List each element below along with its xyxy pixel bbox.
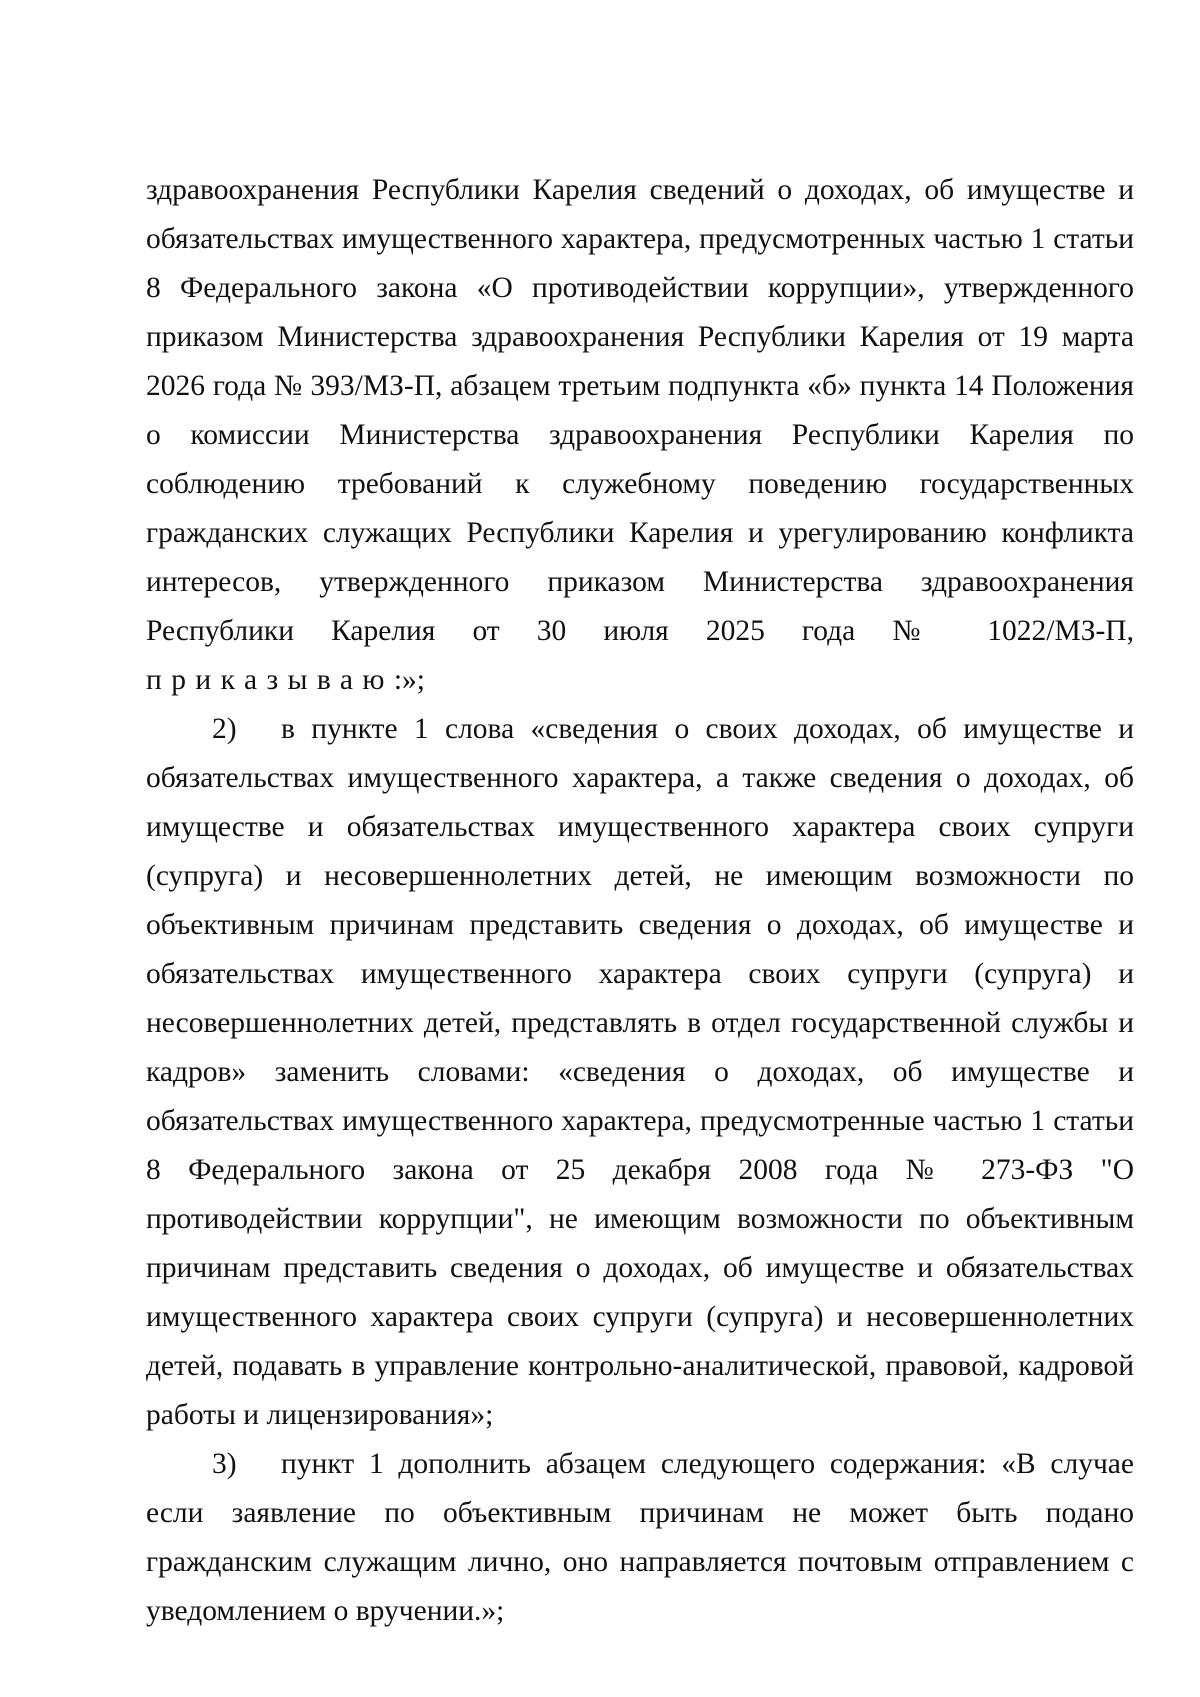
paragraph-item-3 bbox=[146, 1440, 1134, 1636]
paragraph-continuation bbox=[146, 166, 1134, 705]
item-number: 3) bbox=[212, 1448, 237, 1480]
item-number: 2) bbox=[212, 713, 237, 745]
paragraph-2-text: в пункте 1 слова «сведения о своих доходах, об имуществе и обязательствах имущественного характера, а также сведения о доходах, об имуществе и обязательствах имущественного характера своих супруги (супруга) и несовершеннолетних детей, не имеющим возможности по объективным причинам представить сведения о доходах, об имуществе и обязательствах имущественного характера своих супруги (супруга) и несовершеннолетних детей, представлять в отдел государственной службы и кадров» заменить словами: «сведения о доходах, об имуществе и обязательствах имущественного характера, предусмотренные частью 1 статьи 8 Федерального закона от 25 декабря 2008 года № 273-ФЗ "О противодействии коррупции", не имеющим возможности по объективным причинам представить сведения о доходах, об имуществе и обязательствах имущественного характера своих супруги (супруга) и несовершеннолетних детей, подавать в управление контрольно-аналитической, правовой, кадровой работы и лицензирования»; bbox=[146, 713, 1134, 1431]
paragraph-1-tail: :»; bbox=[393, 664, 426, 696]
paragraph-3-text: пункт 1 дополнить абзацем следующего содержания: «В случае если заявление по объективным причинам не может быть подано гражданским служащим лично, оно направляется почтовым отправлением с уведомлением о вручении.»; bbox=[146, 1448, 1134, 1627]
document-body bbox=[146, 166, 1134, 1636]
paragraph-1-spaced-word: приказываю bbox=[146, 664, 394, 696]
paragraph-item-2 bbox=[146, 705, 1134, 1440]
paragraph-1-text: здравоохранения Республики Карелия сведений о доходах, об имуществе и обязательствах имущественного характера, предусмотренных частью 1 статьи 8 Федерального закона «О противодействии коррупции», утвержденного приказом Министерства здравоохранения Республики Карелия от 19 марта 2026 года № 393/МЗ-П, абзацем третьим подпункта «б» пункта 14 Положения о комиссии Министерства здравоохранения Республики Карелия по соблюдению требований к служебному поведению государственных гражданских служащих Республики Карелия и урегулированию конфликта интересов, утвержденного приказом Министерства здравоохранения Республики Карелия от 30 июля 2025 года № 1022/МЗ-П, bbox=[146, 174, 1134, 647]
